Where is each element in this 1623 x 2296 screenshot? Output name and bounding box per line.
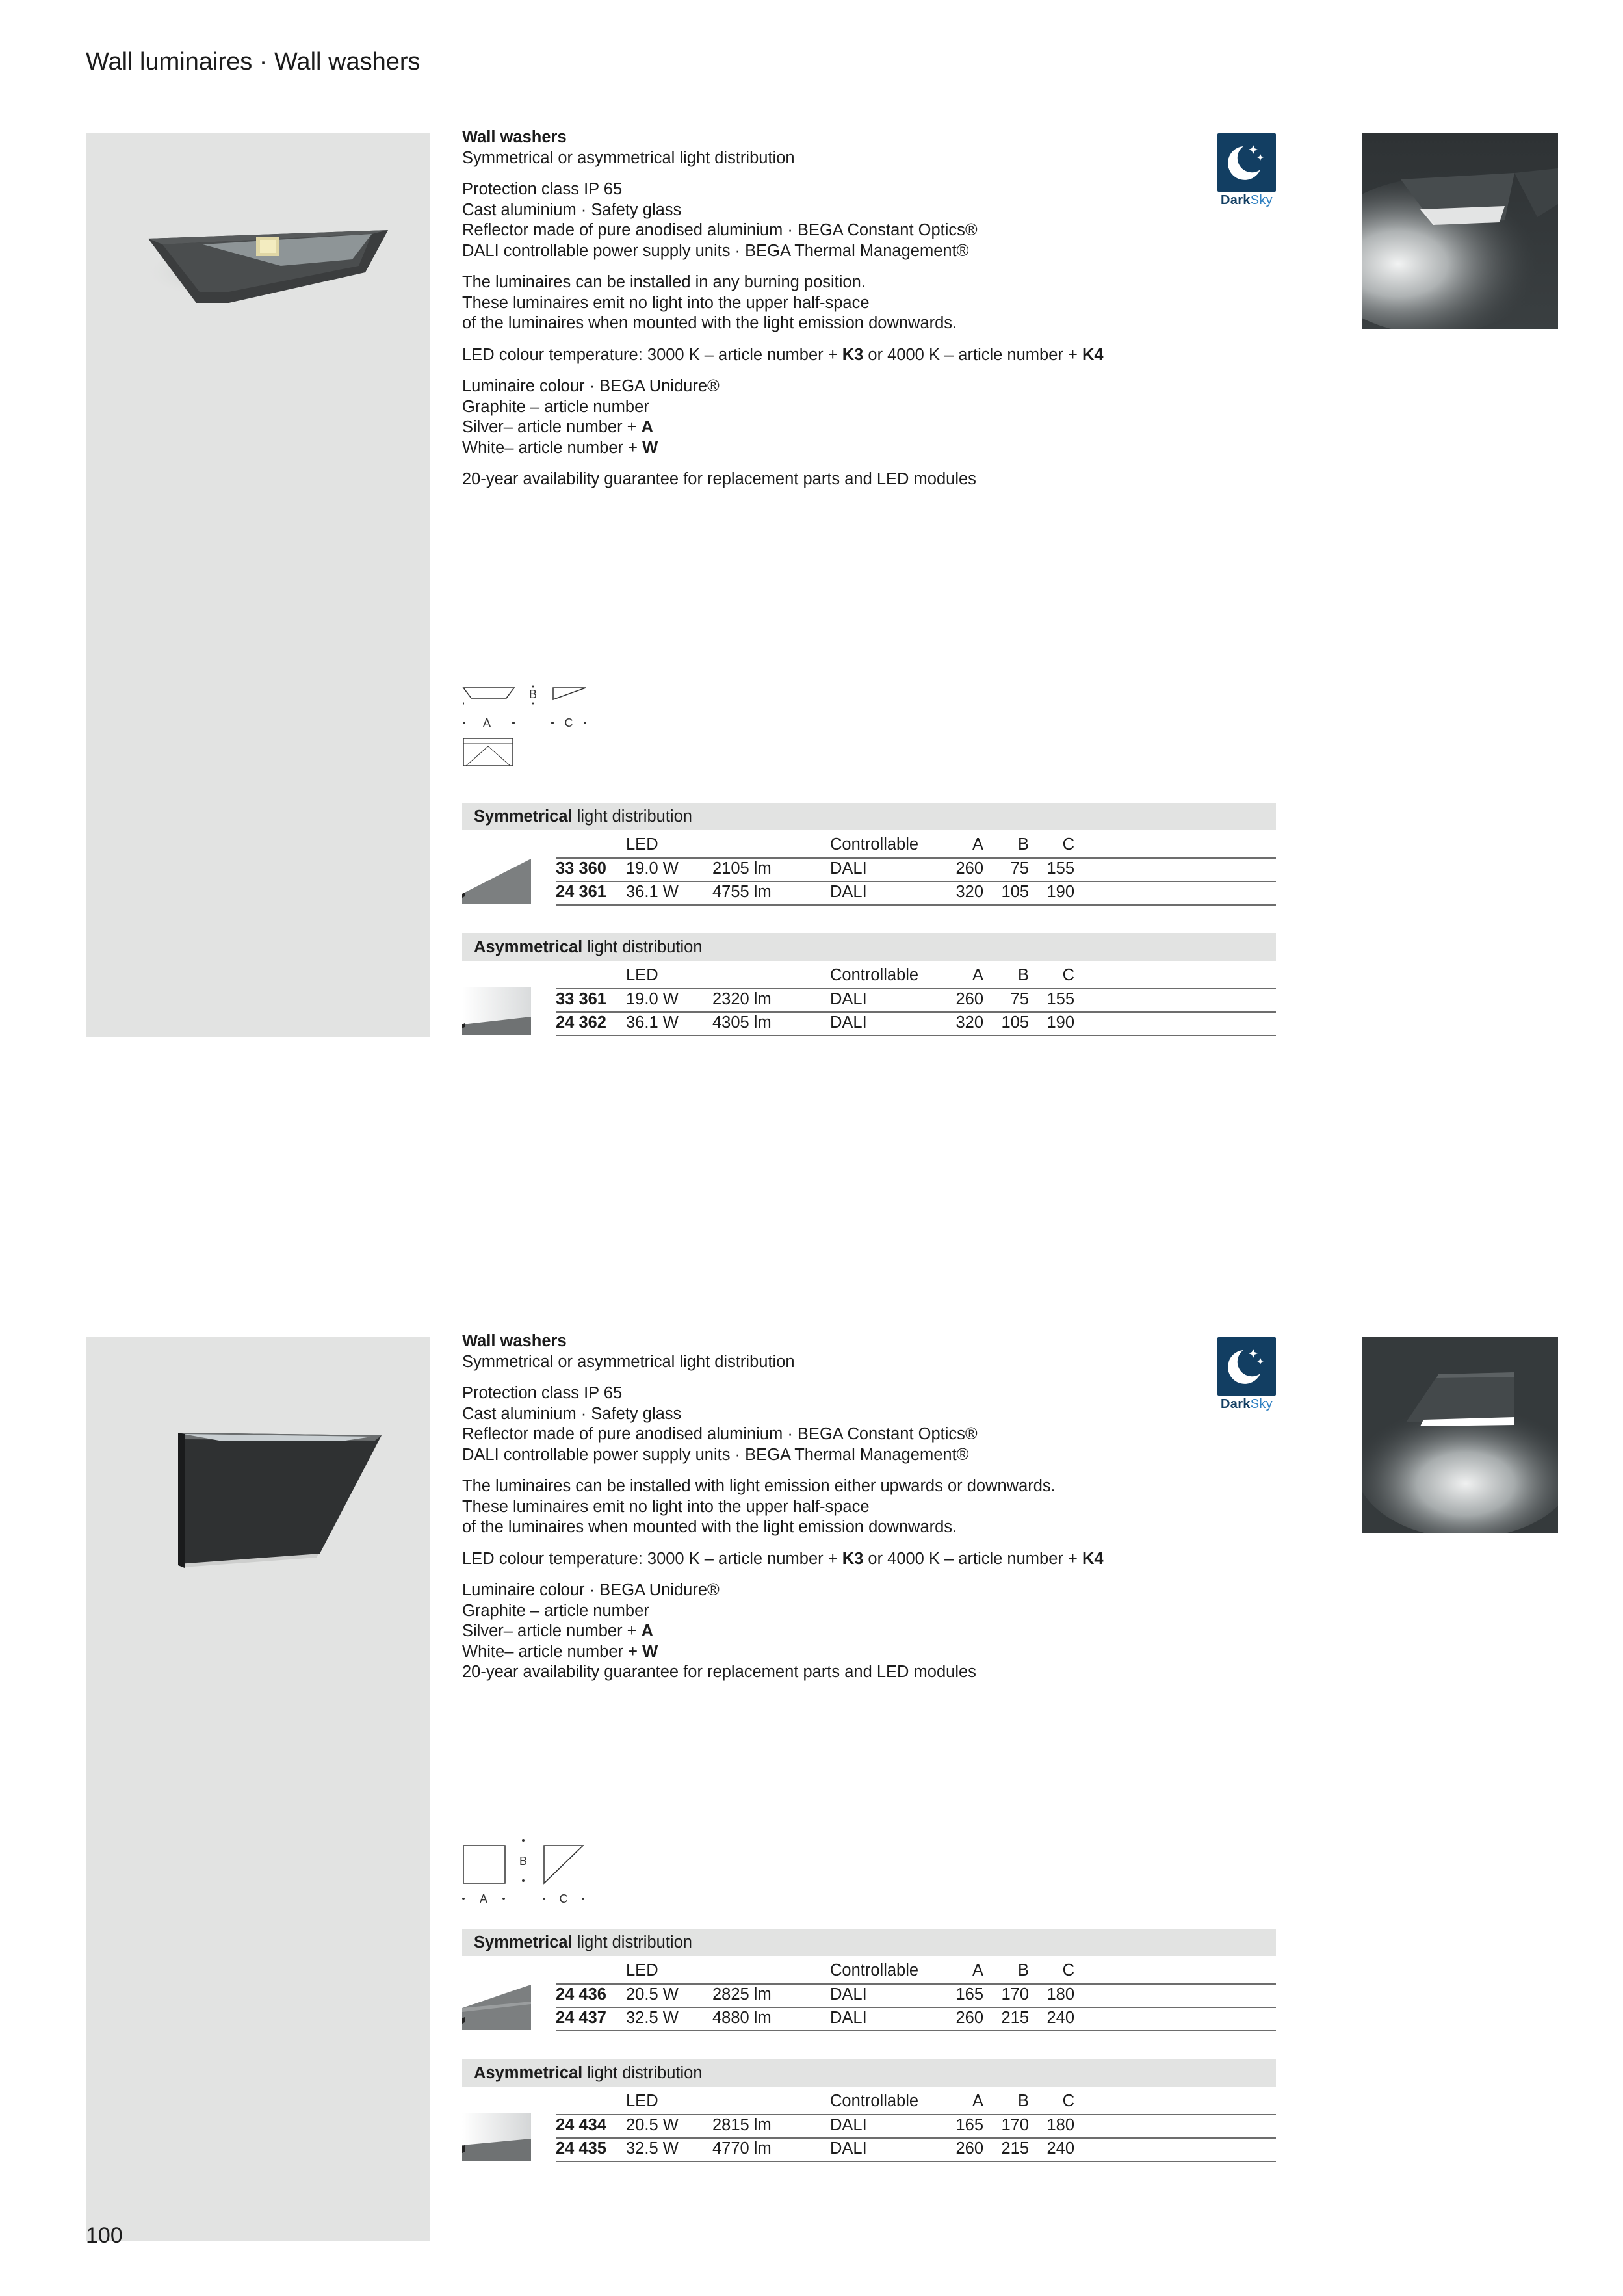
- col-header-c: C: [1062, 2092, 1074, 2110]
- led-colour-temperature: [462, 1549, 1275, 1570]
- spec-line: Reflector made of pure anodised aluminium · BEGA Constant Optics®: [462, 221, 978, 239]
- spec-line: DALI controllable power supply units · BEGA Thermal Management®: [462, 1445, 969, 1464]
- light-distribution-thumbnail: [462, 2113, 531, 2161]
- col-header-c: C: [1062, 966, 1074, 984]
- col-header-a: A: [972, 1961, 983, 1979]
- colour-text: – article number +: [503, 1622, 642, 1640]
- col-header-a: A: [972, 966, 983, 984]
- led-temp-mid: or 4000 K – article number +: [863, 1549, 1082, 1568]
- page-title: Wall luminaires · Wall washers: [86, 48, 421, 75]
- dim-b-value: 105: [1001, 1013, 1029, 1032]
- dim-b-value: 105: [1001, 883, 1029, 901]
- col-header-b: B: [1017, 835, 1029, 854]
- dim-a-value: 260: [955, 990, 983, 1008]
- led-temp-prefix: LED colour temperature: 3000 K – article number +: [462, 345, 842, 364]
- flux-value: 4755 lm: [712, 883, 772, 901]
- scene-photo-2: [1362, 1337, 1558, 1533]
- power-value: 36.1 W: [626, 883, 679, 901]
- luminaire-colours: [462, 376, 1275, 458]
- colour-text: – article number +: [504, 438, 643, 457]
- table-header-bar: [462, 803, 1276, 830]
- dim-a-value: 165: [955, 2116, 983, 2134]
- flux-value: 2825 lm: [712, 1985, 772, 2003]
- colour-text: – article number: [530, 397, 649, 416]
- colour-code: W: [642, 438, 658, 457]
- flux-value: 4880 lm: [712, 2009, 772, 2027]
- product-subtitle: Symmetrical or asymmetrical light distribution: [462, 148, 795, 167]
- flux-value: 4305 lm: [712, 1013, 772, 1032]
- control-value: DALI: [830, 1985, 867, 2003]
- moon-stars-icon: [1217, 1337, 1276, 1396]
- colour-row-silver: [462, 417, 1275, 438]
- article-number: 24 434: [556, 2116, 606, 2134]
- table-title-rest: light distribution: [582, 2064, 703, 2082]
- colour-row-silver: [462, 1621, 1275, 1642]
- article-number: 24 435: [556, 2139, 606, 2158]
- dim-label-b: B: [519, 1855, 528, 1868]
- led-temp-k3: K3: [842, 345, 864, 364]
- dim-c-value: 155: [1046, 990, 1074, 1008]
- colour-text: – article number +: [503, 418, 642, 436]
- colour-row-white: [462, 1642, 1275, 1663]
- article-number: 24 361: [556, 883, 606, 901]
- col-header-c: C: [1062, 835, 1074, 854]
- dimension-drawing-2: [462, 1836, 605, 1918]
- article-number: 24 436: [556, 1985, 606, 2003]
- table-header-bar: [462, 933, 1276, 961]
- spec-list: [462, 1383, 1275, 1465]
- spec-line: Protection class IP 65: [462, 1384, 623, 1402]
- colour-name: Graphite: [462, 397, 526, 416]
- control-value: DALI: [830, 1013, 867, 1032]
- article-number: 33 360: [556, 859, 606, 878]
- spec-line: Protection class IP 65: [462, 180, 623, 198]
- dim-a-value: 260: [955, 859, 983, 878]
- flux-value: 2105 lm: [712, 859, 772, 878]
- dim-a-value: 320: [955, 1013, 983, 1032]
- spec-line: Cast aluminium · Safety glass: [462, 1404, 682, 1423]
- control-value: DALI: [830, 2009, 867, 2027]
- control-value: DALI: [830, 2116, 867, 2134]
- install-line: The luminaires can be installed in any burning position.: [462, 273, 866, 291]
- asymmetrical-distribution-table-1: [462, 933, 1276, 1032]
- col-header-led: LED: [626, 2092, 658, 2110]
- colour-text: – article number +: [504, 1642, 643, 1661]
- product-subtitle: Symmetrical or asymmetrical light distribution: [462, 1352, 795, 1371]
- dim-b-value: 75: [1010, 859, 1029, 878]
- product-photo-wall-washer-2: [86, 1337, 430, 2241]
- guarantee-text: 20-year availability guarantee for replacement parts and LED modules: [462, 1663, 976, 1681]
- colour-name: Graphite: [462, 1601, 526, 1620]
- spec-line: Cast aluminium · Safety glass: [462, 200, 682, 219]
- power-value: 19.0 W: [626, 859, 679, 878]
- dim-c-value: 190: [1046, 883, 1074, 901]
- light-distribution-thumbnail: [462, 1982, 531, 2030]
- col-header-led: LED: [626, 1961, 658, 1979]
- dim-a-value: 320: [955, 883, 983, 901]
- colour-code: A: [641, 1622, 654, 1640]
- asymmetrical-distribution-table-2: [462, 2059, 1276, 2158]
- dimension-drawing-1: [462, 684, 605, 778]
- installation-notes: [462, 1476, 1275, 1538]
- table-title-bold: Asymmetrical: [474, 938, 583, 956]
- product-photo-wall-washer-1: [86, 133, 430, 1037]
- spec-line: Reflector made of pure anodised aluminium · BEGA Constant Optics®: [462, 1425, 978, 1443]
- dim-label-a: A: [479, 1892, 488, 1905]
- colour-row-white: [462, 438, 1275, 459]
- col-header-controllable: Controllable: [830, 835, 919, 854]
- article-number: 24 362: [556, 1013, 606, 1032]
- power-value: 20.5 W: [626, 1985, 679, 2003]
- darksky-sky-label: Sky: [1250, 1397, 1273, 1411]
- dim-label-c: C: [559, 1892, 568, 1905]
- dim-b-value: 170: [1001, 2116, 1029, 2134]
- colour-title: Luminaire colour · BEGA Unidure®: [462, 1581, 720, 1599]
- dim-c-value: 190: [1046, 1013, 1074, 1032]
- colour-row-graphite: [462, 397, 1275, 418]
- colour-title: Luminaire colour · BEGA Unidure®: [462, 377, 720, 395]
- install-line: of the luminaires when mounted with the light emission downwards.: [462, 1518, 957, 1536]
- flux-value: 4770 lm: [712, 2139, 772, 2158]
- col-header-controllable: Controllable: [830, 2092, 919, 2110]
- flux-value: 2320 lm: [712, 990, 772, 1008]
- control-value: DALI: [830, 859, 867, 878]
- led-temp-k4: K4: [1082, 345, 1104, 364]
- product-title: Wall washers: [462, 128, 567, 146]
- darksky-badge: [1217, 133, 1276, 205]
- install-line: These luminaires emit no light into the upper half-space: [462, 293, 870, 312]
- dim-c-value: 180: [1046, 2116, 1074, 2134]
- table-header-bar: [462, 1929, 1276, 1956]
- article-number: 33 361: [556, 990, 606, 1008]
- dim-b-value: 170: [1001, 1985, 1029, 2003]
- colour-code: A: [641, 418, 654, 436]
- col-header-b: B: [1017, 2092, 1029, 2110]
- power-value: 36.1 W: [626, 1013, 679, 1032]
- scene-photo-1: [1362, 133, 1558, 329]
- power-value: 19.0 W: [626, 990, 679, 1008]
- guarantee-text: 20-year availability guarantee for replacement parts and LED modules: [462, 470, 976, 488]
- led-temp-mid: or 4000 K – article number +: [863, 345, 1082, 364]
- install-line: The luminaires can be installed with light emission either upwards or downwards.: [462, 1477, 1056, 1495]
- colour-name: White: [462, 438, 505, 457]
- col-header-b: B: [1017, 966, 1029, 984]
- col-header-led: LED: [626, 966, 658, 984]
- table-title-rest: light distribution: [572, 807, 692, 826]
- colour-name: White: [462, 1642, 505, 1661]
- spec-line: DALI controllable power supply units · BEGA Thermal Management®: [462, 241, 969, 260]
- product-title: Wall washers: [462, 1332, 567, 1350]
- dim-label-b: B: [528, 688, 538, 701]
- article-number: 24 437: [556, 2009, 606, 2027]
- product-description-2: [462, 1331, 1275, 1683]
- product-description-1: [462, 127, 1275, 501]
- darksky-dark-label: Dark: [1221, 193, 1251, 207]
- install-line: of the luminaires when mounted with the light emission downwards.: [462, 314, 957, 332]
- table-title-bold: Asymmetrical: [474, 2064, 583, 2082]
- led-colour-temperature: [462, 345, 1275, 366]
- dim-c-value: 240: [1046, 2139, 1074, 2158]
- colour-name: Silver: [462, 418, 504, 436]
- darksky-sky-label: Sky: [1250, 193, 1273, 207]
- dim-c-value: 180: [1046, 1985, 1074, 2003]
- dim-b-value: 215: [1001, 2139, 1029, 2158]
- light-distribution-thumbnail: [462, 856, 531, 904]
- table-title-bold: Symmetrical: [474, 1933, 573, 1951]
- col-header-a: A: [972, 835, 983, 854]
- dim-label-c: C: [564, 716, 573, 729]
- spec-list: [462, 179, 1275, 261]
- power-value: 20.5 W: [626, 2116, 679, 2134]
- led-temp-k3: K3: [842, 1549, 864, 1568]
- col-header-b: B: [1017, 1961, 1029, 1979]
- colour-row-graphite: [462, 1601, 1275, 1622]
- dim-label-a: A: [482, 716, 491, 729]
- dim-b-value: 75: [1010, 990, 1029, 1008]
- table-title-rest: light distribution: [572, 1933, 692, 1951]
- control-value: DALI: [830, 883, 867, 901]
- control-value: DALI: [830, 2139, 867, 2158]
- power-value: 32.5 W: [626, 2139, 679, 2158]
- dim-c-value: 240: [1046, 2009, 1074, 2027]
- symmetrical-distribution-table-1: [462, 803, 1276, 902]
- control-value: DALI: [830, 990, 867, 1008]
- dim-a-value: 165: [955, 1985, 983, 2003]
- install-line: These luminaires emit no light into the upper half-space: [462, 1497, 870, 1516]
- col-header-controllable: Controllable: [830, 966, 919, 984]
- dim-a-value: 260: [955, 2009, 983, 2027]
- colour-text: – article number: [530, 1601, 649, 1620]
- symmetrical-distribution-table-2: [462, 1929, 1276, 2028]
- dim-b-value: 215: [1001, 2009, 1029, 2027]
- installation-notes: [462, 272, 1275, 334]
- col-header-controllable: Controllable: [830, 1961, 919, 1979]
- col-header-led: LED: [626, 835, 658, 854]
- darksky-dark-label: Dark: [1221, 1397, 1251, 1411]
- table-title-bold: Symmetrical: [474, 807, 573, 826]
- led-temp-k4: K4: [1082, 1549, 1104, 1568]
- colour-name: Silver: [462, 1622, 504, 1640]
- table-header-bar: [462, 2059, 1276, 2087]
- light-distribution-thumbnail: [462, 987, 531, 1035]
- luminaire-colours: [462, 1580, 1275, 1683]
- led-temp-prefix: LED colour temperature: 3000 K – article number +: [462, 1549, 842, 1568]
- col-header-c: C: [1062, 1961, 1074, 1979]
- dim-c-value: 155: [1046, 859, 1074, 878]
- col-header-a: A: [972, 2092, 983, 2110]
- page-number: 100: [86, 2223, 123, 2248]
- darksky-badge: [1217, 1337, 1276, 1409]
- colour-code: W: [642, 1642, 658, 1661]
- table-title-rest: light distribution: [582, 938, 703, 956]
- moon-stars-icon: [1217, 133, 1276, 192]
- dim-a-value: 260: [955, 2139, 983, 2158]
- power-value: 32.5 W: [626, 2009, 679, 2027]
- flux-value: 2815 lm: [712, 2116, 772, 2134]
